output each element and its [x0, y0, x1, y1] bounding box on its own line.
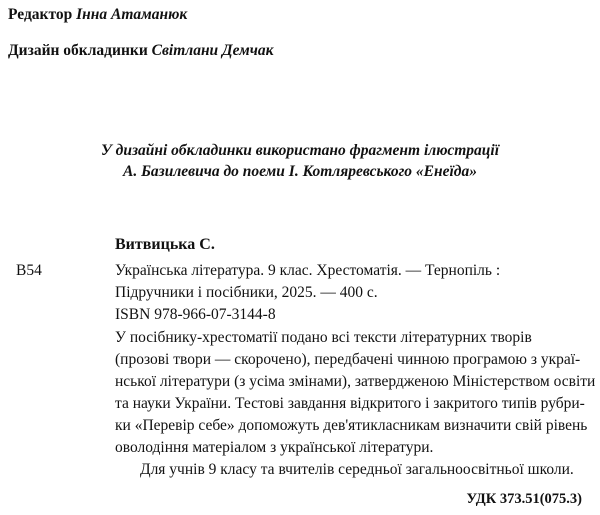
cover-design-label: Дизайн обкладинки: [8, 42, 148, 59]
catalog-index: В54: [16, 262, 42, 279]
cover-design-credit: [8, 42, 274, 60]
annotation-line: нської літератури (з усіма змінами), затвердженою Міністерством освіти: [115, 373, 596, 390]
annotation-line: ки «Перевір себе» допоможуть дев'ятикласникам визначити свій рівень: [115, 417, 588, 434]
udk-code: УДК 373.51(075.3): [466, 491, 582, 507]
title-line-1: Українська література. 9 клас. Хрестоматія. — Тернопіль :: [115, 262, 501, 279]
audience-note: Для учнів 9 класу та вчителів середньої загальноосвітньої школи.: [140, 461, 574, 478]
title-line-2: Підручники і посібники, 2025. — 400 с.: [115, 284, 378, 301]
isbn: ISBN 978-966-07-3144-8: [115, 306, 276, 323]
editor-credit: [8, 6, 187, 24]
cover-designer-name: Світлани Демчак: [151, 42, 274, 59]
annotation-line: У посібнику-хрестоматії подано всі тексти літературних творів: [115, 329, 532, 346]
author-heading: Витвицька С.: [115, 236, 215, 253]
annotation-line: та науки України. Тестові завдання відкритого і закритого типів рубри-: [115, 395, 585, 412]
cover-note-line-1: У дизайні обкладинки використано фрагмент ілюстрації: [100, 142, 500, 159]
annotation-line: оволодіння матеріалом з української літератури.: [115, 439, 434, 456]
editor-label: Редактор: [8, 6, 73, 23]
editor-name: Інна Атаманюк: [76, 6, 188, 23]
annotation-line: (прозові твори — скорочено), передбачені чинною програмою з украї-: [115, 351, 581, 368]
cover-note-line-2: А. Базилевича до поеми І. Котляревського «Енеїда»: [123, 163, 477, 180]
